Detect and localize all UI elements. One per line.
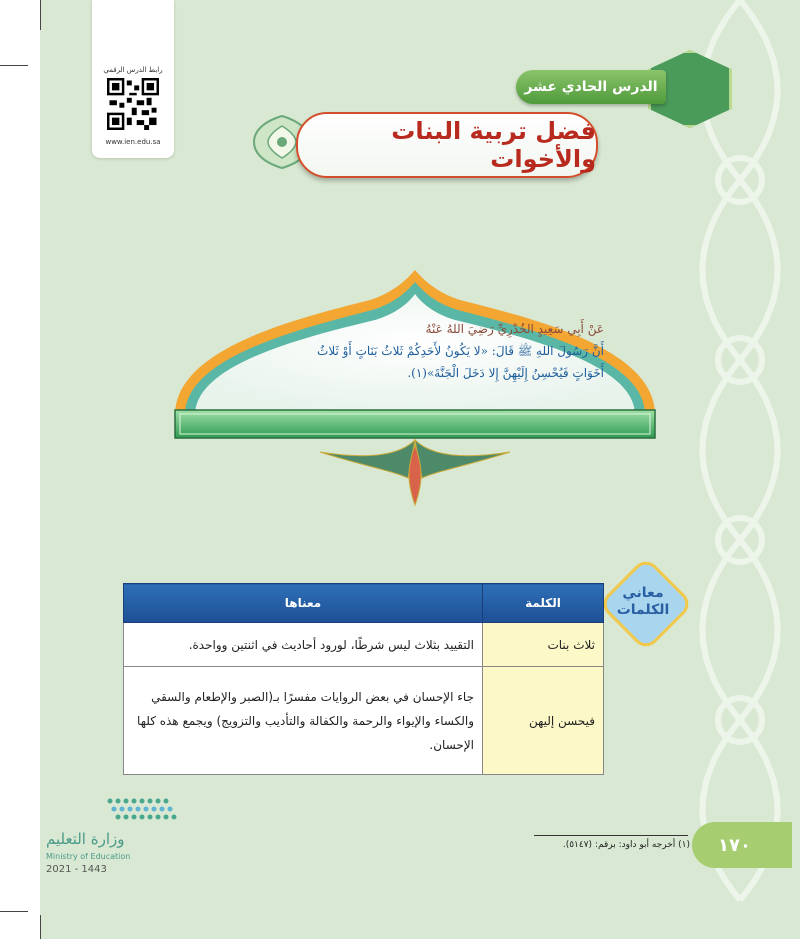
hadith-narrator: عَنْ أَبِي سَعِيدٍ الخُدْرِيِّ رَضِيَ اللهُ عَنْهُ [425,322,604,336]
word-cell: ثلاث بنات [483,623,604,667]
vocabulary-badge-line: معاني [622,585,664,601]
vocabulary-badge-line: الكلمات [616,602,670,618]
table-header-row [124,584,604,623]
hadith-frame [170,270,660,520]
qr-url: www.ien.edu.sa [105,138,161,146]
crop-mark [0,65,28,66]
ministry-name-ar: وزارة التعليم [46,830,125,848]
crop-mark [40,0,41,30]
meaning-cell: جاء الإحسان في بعض الروايات مفسرًا بـ(الصبر والإطعام والسقي والكساء والإيواء والرحمة والكفالة والتأديب والتزويج) ويجمع هذه كلها الإحسان. [124,667,483,775]
header-meaning: معناها [124,584,483,623]
edition-year: 2021 - 1443 [46,864,107,875]
ministry-name-en: Ministry of Education [46,852,131,861]
vocabulary-table [123,583,604,775]
table-row [124,623,604,667]
page-number: ١٧٠ [692,822,792,868]
crop-mark [40,915,41,939]
hadith-line: أَنَّ رَسُولَ اللهِ ﷺ قَالَ: «لا يَكُونُ لأَحَدِكُمْ ثَلاثُ بَنَاتٍ أَوْ ثَلاثُ [317,344,604,358]
hadith-text [232,318,604,384]
footnote: (١) أخرجه أبو داود: برقم: (٥١٤٧). [562,840,690,850]
qr-code-icon[interactable] [107,78,159,130]
ministry-logo-icon [100,793,192,827]
lesson-number-badge: الدرس الحادي عشر [516,70,666,104]
hadith-line: أَخَوَاتٍ فَيُحْسِنُ إِلَيْهِنَّ إِلا دَخَلَ الْجَنَّةَ»(١). [407,366,604,380]
arabesque-ornament [680,0,800,939]
table-row [124,667,604,775]
crop-mark [0,911,28,912]
qr-card[interactable] [92,0,174,158]
footnote-divider [534,835,688,836]
header-word: الكلمة [483,584,604,623]
word-cell: فيحسن إليهن [483,667,604,775]
lesson-title: فضل تربية البنات والأخوات [296,112,598,178]
qr-caption: رابط الدرس الرقمي [103,66,163,74]
meaning-cell: التقييد بثلاث ليس شرطًا، لورود أحاديث في اثنتين وواحدة. [124,623,483,667]
vocabulary-badge-label [612,578,674,626]
